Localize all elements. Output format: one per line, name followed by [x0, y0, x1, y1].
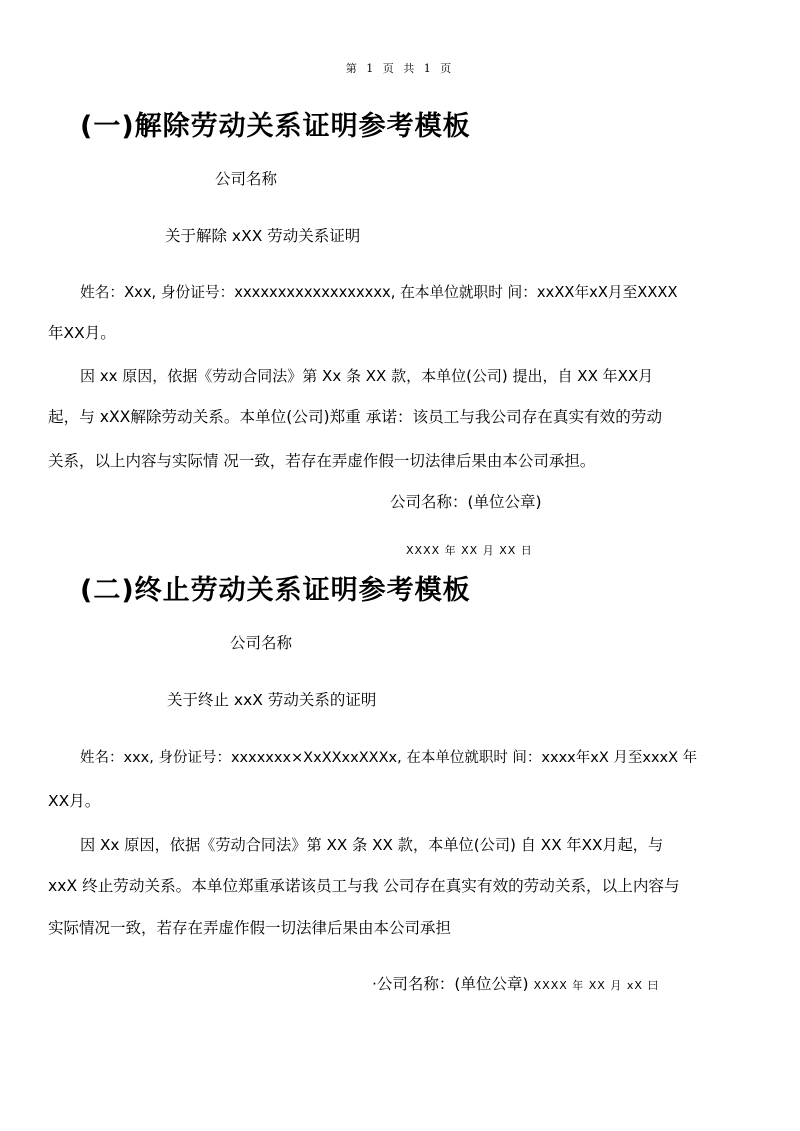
signature-label-2: ·公司名称：(单位公章) — [372, 975, 529, 993]
certificate-subtitle-1: 关于解除 xXX 劳动关系证明 — [165, 227, 361, 245]
certificate-subtitle-2: 关于终止 xxX 劳动关系的证明 — [167, 691, 377, 709]
body-line: 因 xx 原因，依据《劳动合同法》第 Xx 条 XX 款，本单位(公司) 提出，自 XX 年XX月 — [80, 367, 654, 385]
body-line: XX月。 — [48, 792, 101, 810]
signature-date-2: XXXX 年 XX 月 xX 曰 — [533, 979, 660, 992]
section-title-2: (二)终止劳动关系证明参考模板 — [80, 575, 471, 606]
body-line: 年XX月。 — [48, 324, 116, 342]
date-line-1: XXXX 年 XX 月 XX 日 — [406, 544, 533, 557]
body-line: xxX 终止劳动关系。本单位郑重承诺该员工与我 公司存在真实有效的劳动关系，以上内容与 — [48, 877, 680, 895]
body-line: 姓名：Xxx, 身份证号：xxxxxxxxxxxxxxxxxx, 在本单位就职时 间：xxXX年xX月至XXXX — [80, 284, 678, 301]
company-name-1: 公司名称 — [215, 170, 278, 188]
body-line: 关系，以上内容与实际情 况一致，若存在弄虚作假一切法律后果由本公司承担。 — [48, 452, 596, 470]
signature-line-2 — [372, 972, 659, 994]
company-name-2: 公司名称 — [230, 634, 293, 652]
body-line: 因 Xx 原因，依据《劳动合同法》第 XX 条 XX 款，本单位(公司) 自 XX 年XX月起，与 — [80, 836, 664, 854]
body-line: 实际情况一致，若存在弄虚作假一切法律后果由本公司承担 — [48, 919, 452, 937]
page-indicator: 第 1 页 共 1 页 — [345, 62, 455, 75]
signature-line-1: 公司名称：(单位公章) — [390, 493, 542, 511]
body-line: 起，与 xXX解除劳动关系。本单位(公司)郑重 承诺：该员工与我公司存在真实有效的劳动 — [48, 408, 663, 426]
section-title-1: (一)解除劳动关系证明参考模板 — [80, 111, 471, 142]
body-line: 姓名：xxx, 身份证号：xxxxxxx×XxXXxxXXXx, 在本单位就职时 间：xxxx年xX 月至xxxX 年 — [80, 750, 698, 766]
